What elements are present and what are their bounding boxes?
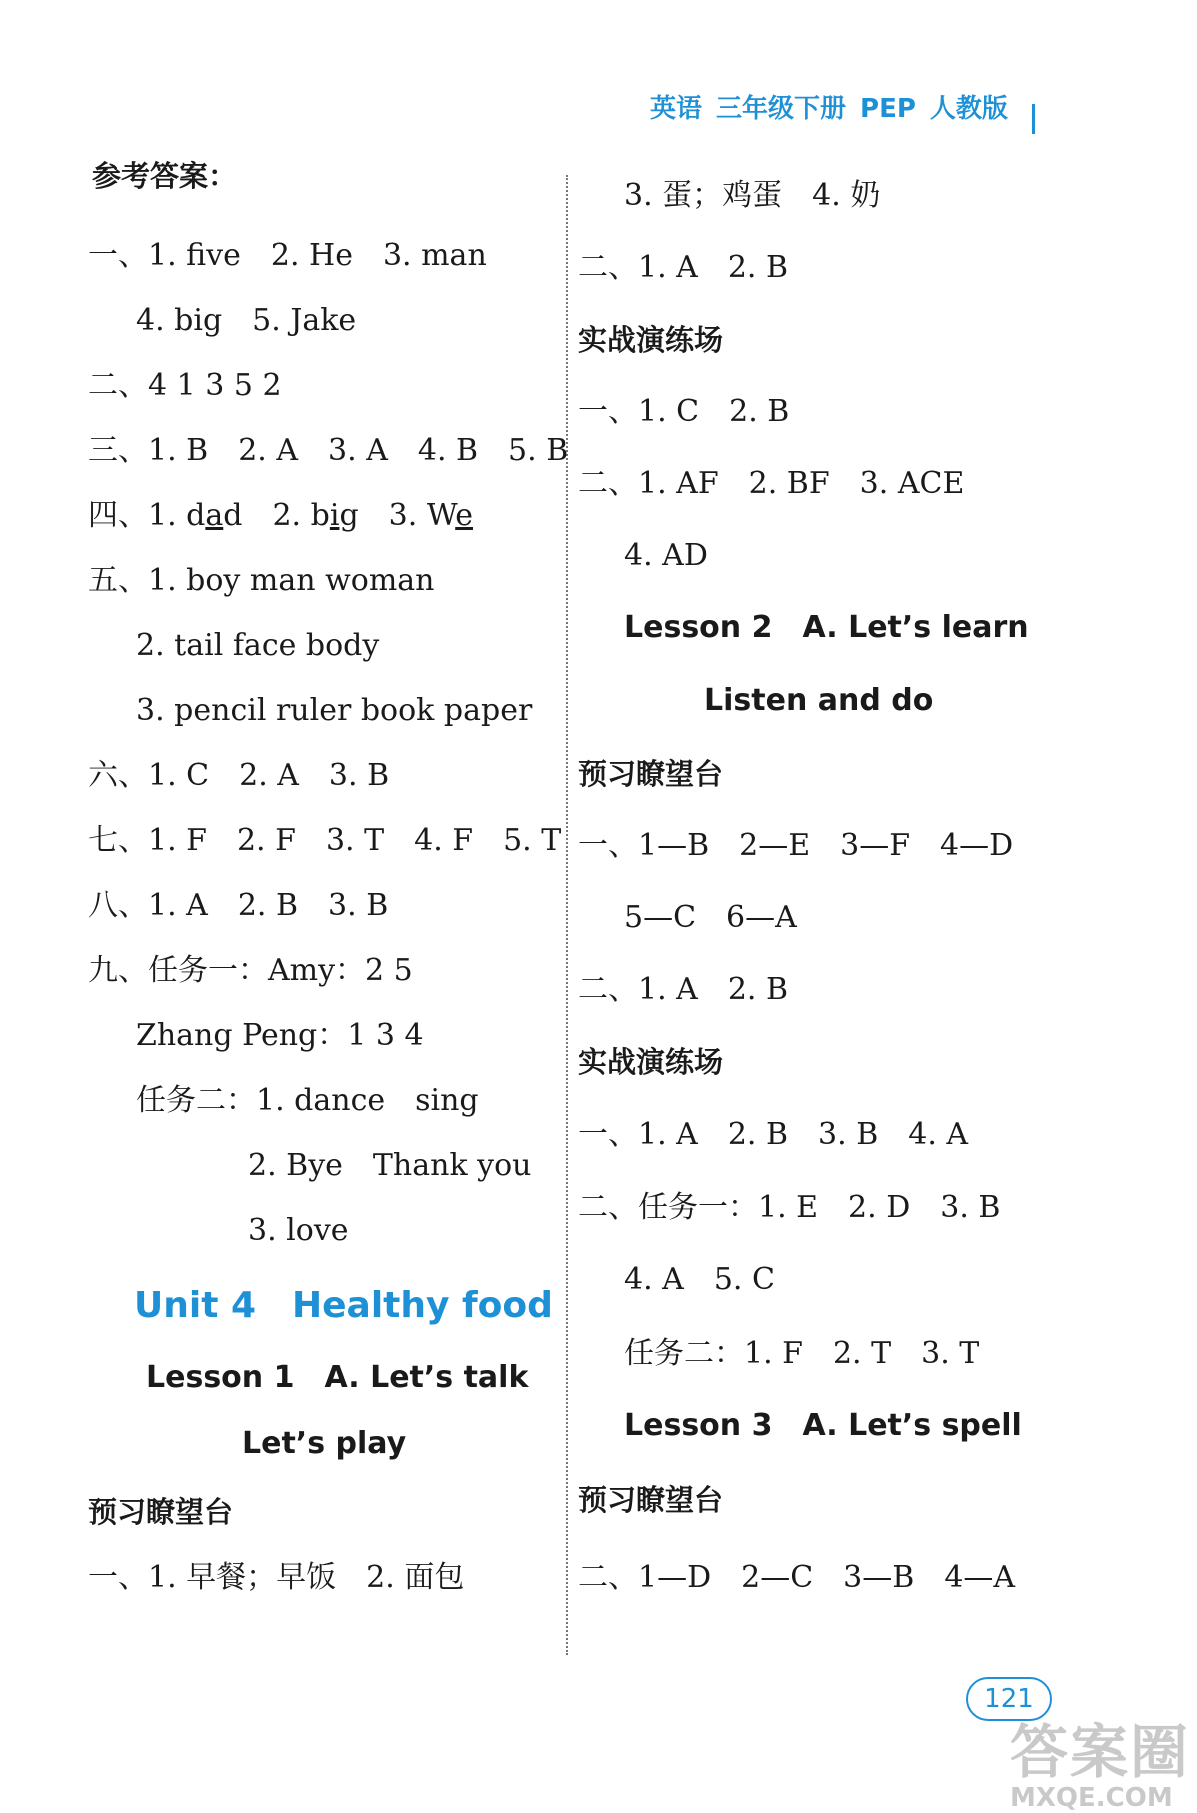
answer-line: 七、1. F 2. F 3. T 4. F 5. T	[88, 823, 562, 858]
answer-line: 二、1. AF 2. BF 3. ACE	[578, 466, 965, 501]
answer-line: 二、任务一：1. E 2. D 3. B	[578, 1190, 1001, 1225]
answer-line: 任务二：1. dance sing	[136, 1083, 479, 1118]
answer-line: 二、1. A 2. B	[578, 250, 789, 285]
answer-text: g 3. W	[339, 498, 456, 533]
unit-title: Unit 4 Healthy food	[134, 1285, 553, 1326]
watermark-text: 答案圈	[1010, 1718, 1191, 1786]
answer-line: 五、1. boy man woman	[88, 563, 435, 598]
answer-line: 一、1—B 2—E 3—F 4—D	[578, 828, 1014, 863]
section-heading: 预习瞭望台	[88, 1495, 234, 1529]
answer-line: 二、1. A 2. B	[578, 972, 789, 1007]
answer-text: 四、1. d	[88, 498, 206, 533]
answer-line: 一、1. 早餐；早饭 2. 面包	[88, 1560, 465, 1595]
answer-line: 三、1. B 2. A 3. A 4. B 5. B	[88, 433, 569, 468]
answer-line: 二、1—D 2—C 3—B 4—A	[578, 1560, 1016, 1595]
header-grade: 三年级下册	[716, 94, 847, 124]
header-series: PEP	[860, 94, 916, 124]
page-number: 121	[966, 1677, 1052, 1721]
section-heading: 预习瞭望台	[578, 757, 724, 791]
column-divider	[566, 175, 568, 1655]
answer-line: 3. love	[248, 1213, 349, 1248]
answer-line: 3. pencil ruler book paper	[136, 693, 533, 728]
underlined-letter: e	[455, 498, 473, 533]
answer-line: 3. 蛋；鸡蛋 4. 奶	[624, 178, 881, 213]
section-heading: 实战演练场	[578, 1045, 724, 1079]
lesson-title: Lesson 1 A. Let’s talk	[146, 1360, 529, 1395]
lesson-title: Lesson 2 A. Let’s learn	[624, 610, 1029, 645]
header-subject: 英语	[650, 94, 703, 124]
answer-line: 任务二：1. F 2. T 3. T	[624, 1336, 980, 1371]
answer-line: Zhang Peng：1 3 4	[136, 1018, 424, 1053]
lesson-subtitle: Let’s play	[242, 1426, 407, 1461]
header-edition: 人教版	[929, 94, 1008, 124]
answer-line: 一、1. five 2. He 3. man	[88, 238, 487, 273]
answer-line: 2. tail face body	[136, 628, 380, 663]
section-heading: 预习瞭望台	[578, 1483, 724, 1517]
lesson-title: Lesson 3 A. Let’s spell	[624, 1408, 1022, 1443]
answer-text: d 2. b	[223, 498, 330, 533]
underlined-letter: i	[329, 498, 340, 533]
watermark-url: MXQE.COM	[1010, 1783, 1173, 1813]
answer-line: 八、1. A 2. B 3. B	[88, 888, 389, 923]
answer-line: 一、1. C 2. B	[578, 394, 790, 429]
answer-line: 4. A 5. C	[624, 1262, 775, 1297]
lesson-subtitle: Listen and do	[704, 683, 934, 718]
answer-line	[88, 498, 473, 534]
page-header	[650, 88, 1042, 125]
answer-line: 六、1. C 2. A 3. B	[88, 758, 390, 793]
header-accent-bar	[1032, 104, 1035, 134]
answer-line: 4. big 5. Jake	[136, 303, 357, 338]
answer-line: 一、1. A 2. B 3. B 4. A	[578, 1117, 969, 1152]
section-heading: 实战演练场	[578, 323, 724, 357]
answer-line: 4. AD	[624, 538, 708, 573]
answer-line: 二、4 1 3 5 2	[88, 368, 282, 403]
answer-line: 九、任务一：Amy：2 5	[88, 953, 413, 988]
answers-title: 参考答案：	[92, 159, 238, 193]
watermark-logo	[1010, 1705, 1190, 1813]
answer-line: 2. Bye Thank you	[248, 1148, 532, 1183]
underlined-letter: a	[205, 498, 224, 533]
answer-line: 5—C 6—A	[624, 900, 797, 935]
